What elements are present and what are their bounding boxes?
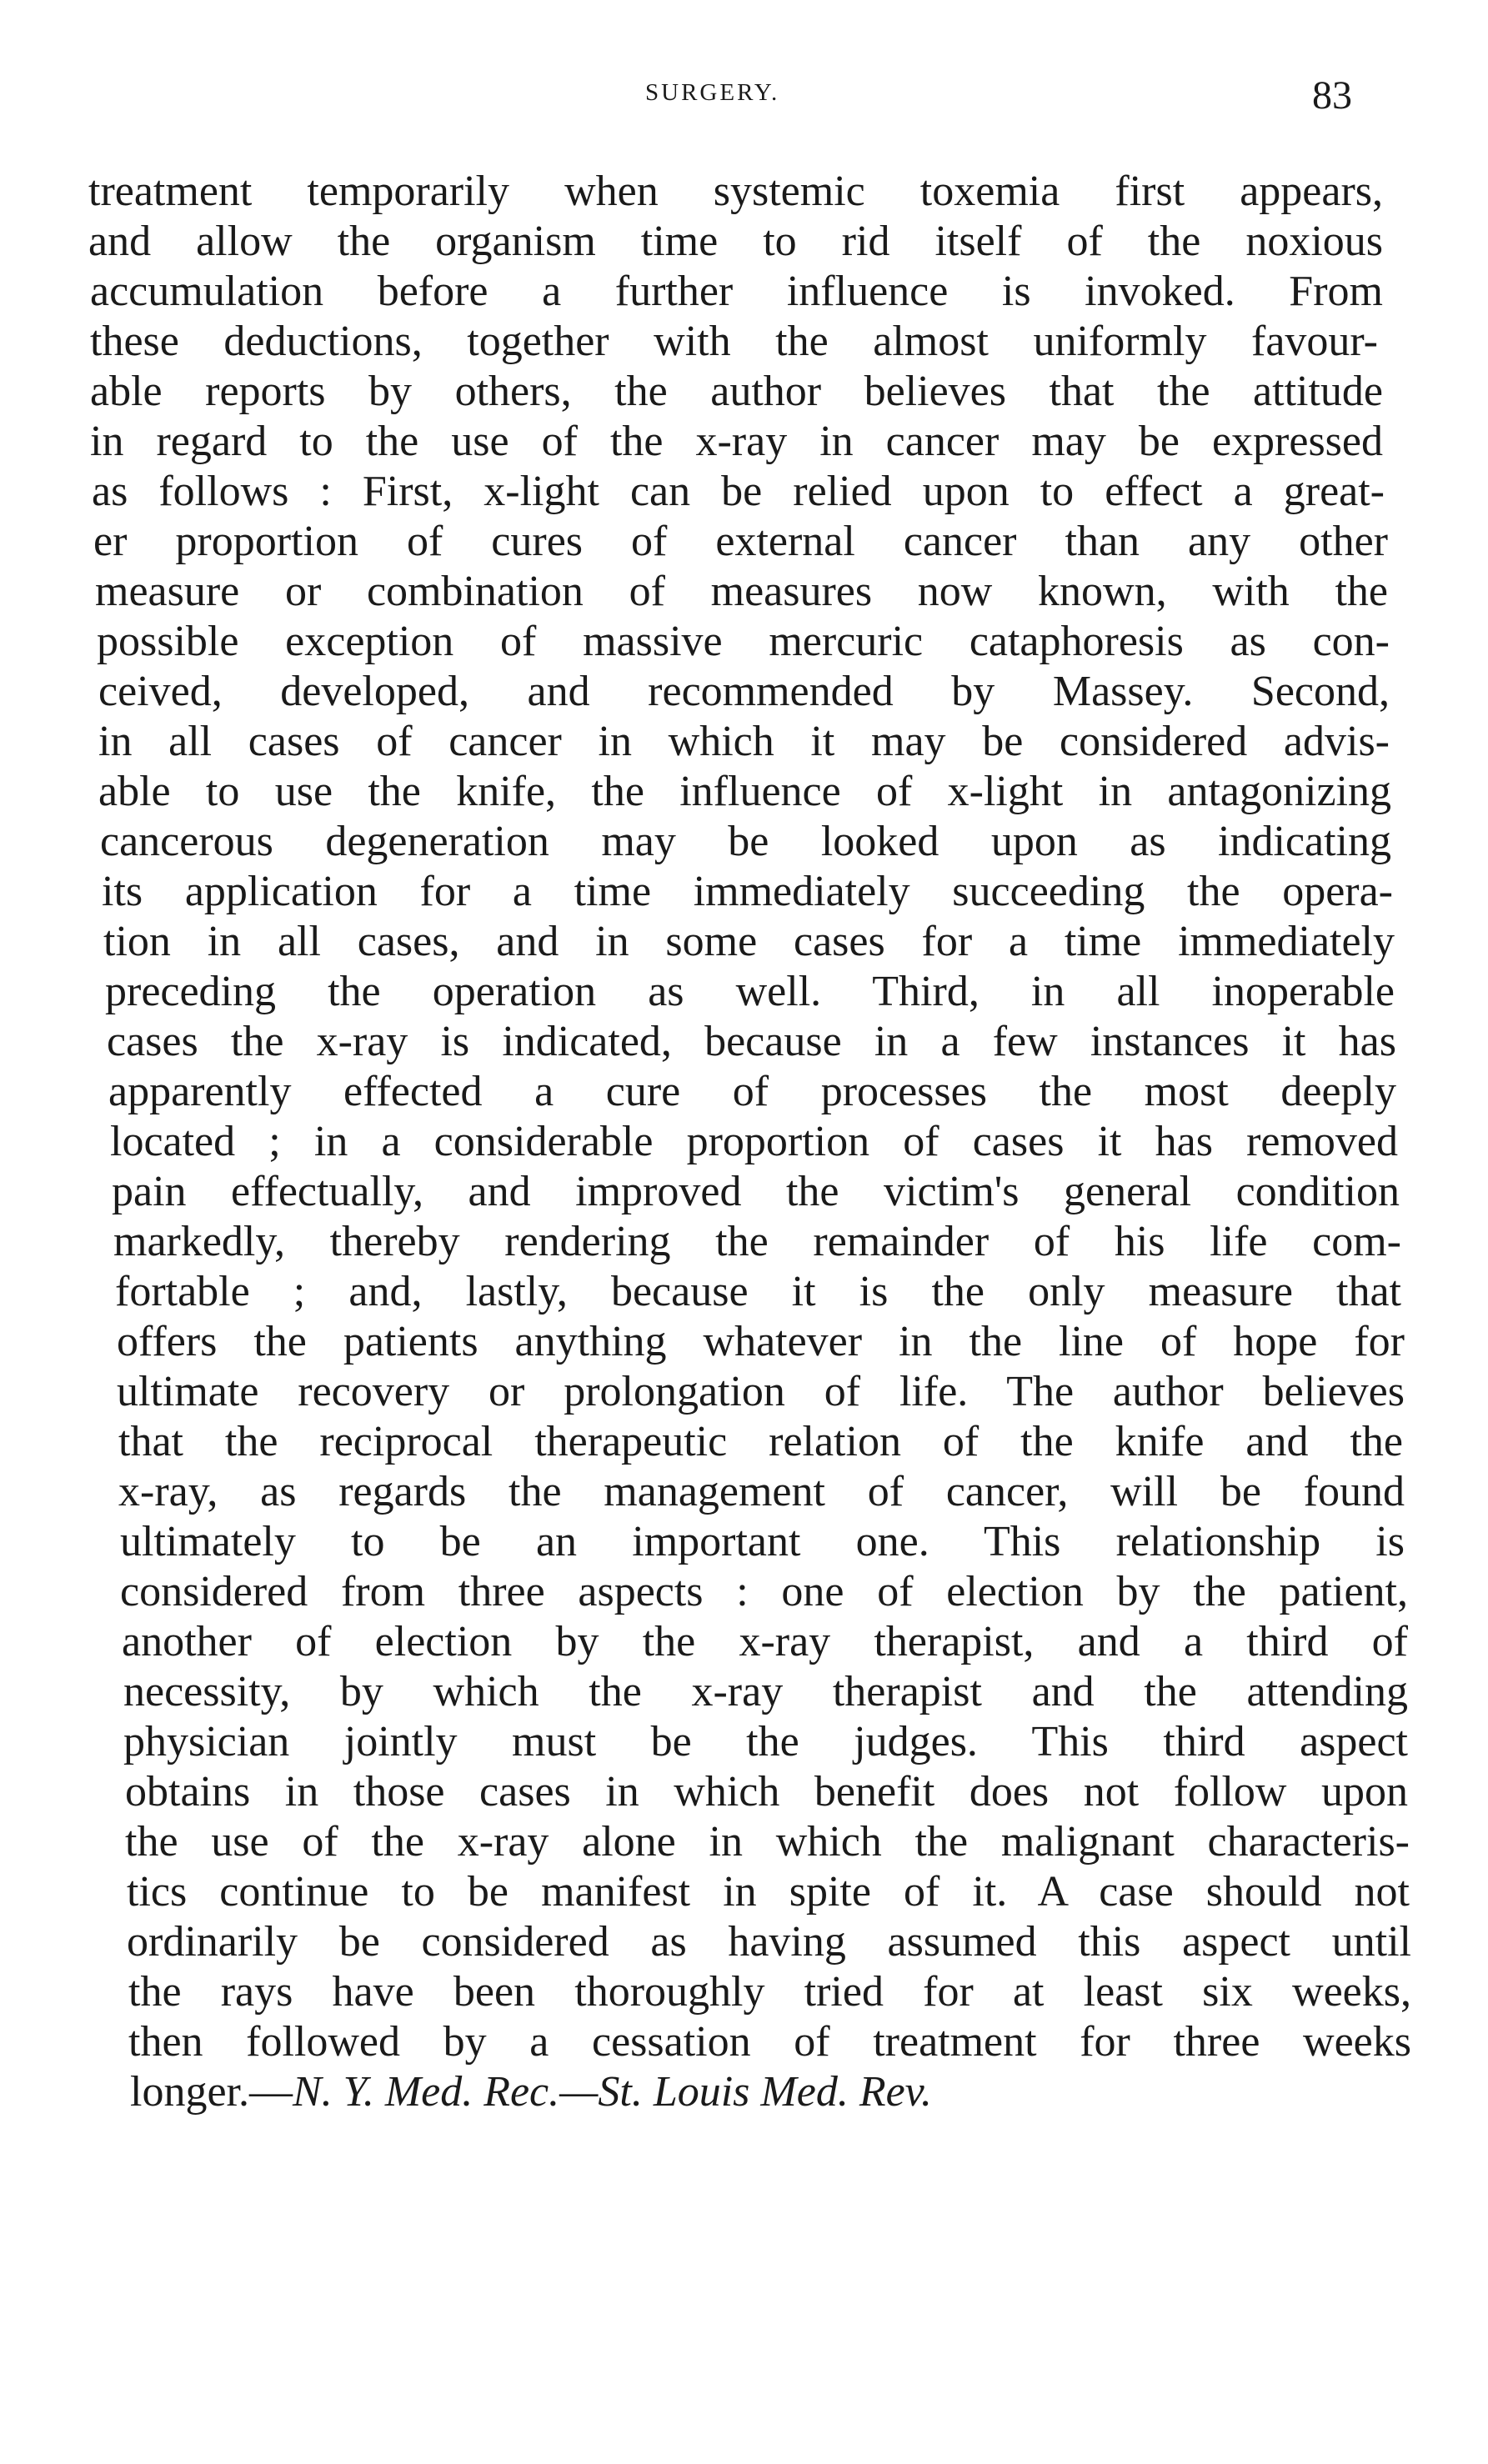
text-line: able reports by others, the author believes that the attitude	[90, 368, 1383, 415]
text-line: in regard to the use of the x-ray in cancer may be expressed	[90, 418, 1383, 465]
text-line: tion in all cases, and in some cases for a time immediately	[103, 918, 1395, 965]
text-line: ceived, developed, and recommended by Massey. Second,	[98, 668, 1390, 715]
text-line: in all cases of cancer in which it may be considered advis-	[98, 718, 1390, 765]
text-line: then followed by a cessation of treatment for three weeks	[128, 2018, 1411, 2066]
text-line: preceding the operation as well. Third, in all inoperable	[105, 968, 1395, 1015]
page-number: 83	[1312, 73, 1352, 118]
text-line: the rays have been thoroughly tried for at least six weeks,	[128, 1968, 1411, 2016]
text-line: as follows : First, x-light can be relied upon to effect a great-	[92, 468, 1385, 515]
running-head	[0, 73, 1488, 129]
text-line: its application for a time immediately succeeding the opera-	[102, 868, 1393, 915]
text-line: considered from three aspects : one of election by the patient,	[120, 1568, 1408, 1615]
text-line: and allow the organism time to rid itself of the noxious	[88, 218, 1383, 265]
text-line: markedly, thereby rendering the remainder of his life com-	[113, 1218, 1401, 1265]
text-line: possible exception of massive mercuric cataphoresis as con-	[97, 618, 1390, 665]
text-line: ultimate recovery or prolongation of life. The author believes	[117, 1368, 1405, 1415]
text-line: obtains in those cases in which benefit does not follow upon	[125, 1768, 1408, 1815]
text-line: ordinarily be considered as having assumed this aspect until	[127, 1918, 1411, 1966]
text-line-final	[130, 2067, 1488, 2117]
source-citation: N. Y. Med. Rec.—St. Louis Med. Rev.	[292, 2068, 932, 2116]
text-line: necessity, by which the x-ray therapist and the attending	[123, 1668, 1408, 1715]
text-line: treatment temporarily when systemic toxemia first appears,	[88, 168, 1383, 215]
text-line: ultimately to be an important one. This relationship is	[120, 1518, 1405, 1565]
text-line: measure or combination of measures now known, with the	[95, 568, 1388, 615]
final-line-text: longer.—	[130, 2068, 293, 2116]
text-line: tics continue to be manifest in spite of it. A case should not	[127, 1868, 1410, 1916]
text-line: another of election by the x-ray therapist, and a third of	[122, 1618, 1408, 1665]
text-line: x-ray, as regards the management of cancer, will be found	[118, 1468, 1405, 1515]
text-line: the use of the x-ray alone in which the malignant characteris-	[125, 1818, 1410, 1866]
section-title: SURGERY.	[645, 79, 780, 106]
text-line: offers the patients anything whatever in the line of hope for	[117, 1318, 1405, 1365]
text-line: that the reciprocal therapeutic relation of the knife and the	[118, 1418, 1403, 1465]
text-line: these deductions, together with the almost uniformly favour-	[90, 318, 1378, 365]
text-line: located ; in a considerable proportion of cases it has removed	[110, 1118, 1398, 1165]
text-line: cases the x-ray is indicated, because in a few instances it has	[107, 1018, 1396, 1065]
text-line: cancerous degeneration may be looked upon as indicating	[100, 818, 1391, 865]
text-line: apparently effected a cure of processes the most deeply	[108, 1068, 1396, 1115]
text-line: pain effectually, and improved the victim's general condition	[112, 1168, 1400, 1215]
text-line: accumulation before a further influence is invoked. From	[90, 268, 1383, 315]
text-line: able to use the knife, the influence of x-light in antagonizing	[98, 768, 1391, 815]
text-line: physician jointly must be the judges. This third aspect	[123, 1718, 1408, 1765]
text-line: fortable ; and, lastly, because it is the only measure that	[115, 1268, 1401, 1315]
text-line: er proportion of cures of external cancer than any other	[93, 518, 1388, 565]
body-text	[0, 167, 1488, 2117]
